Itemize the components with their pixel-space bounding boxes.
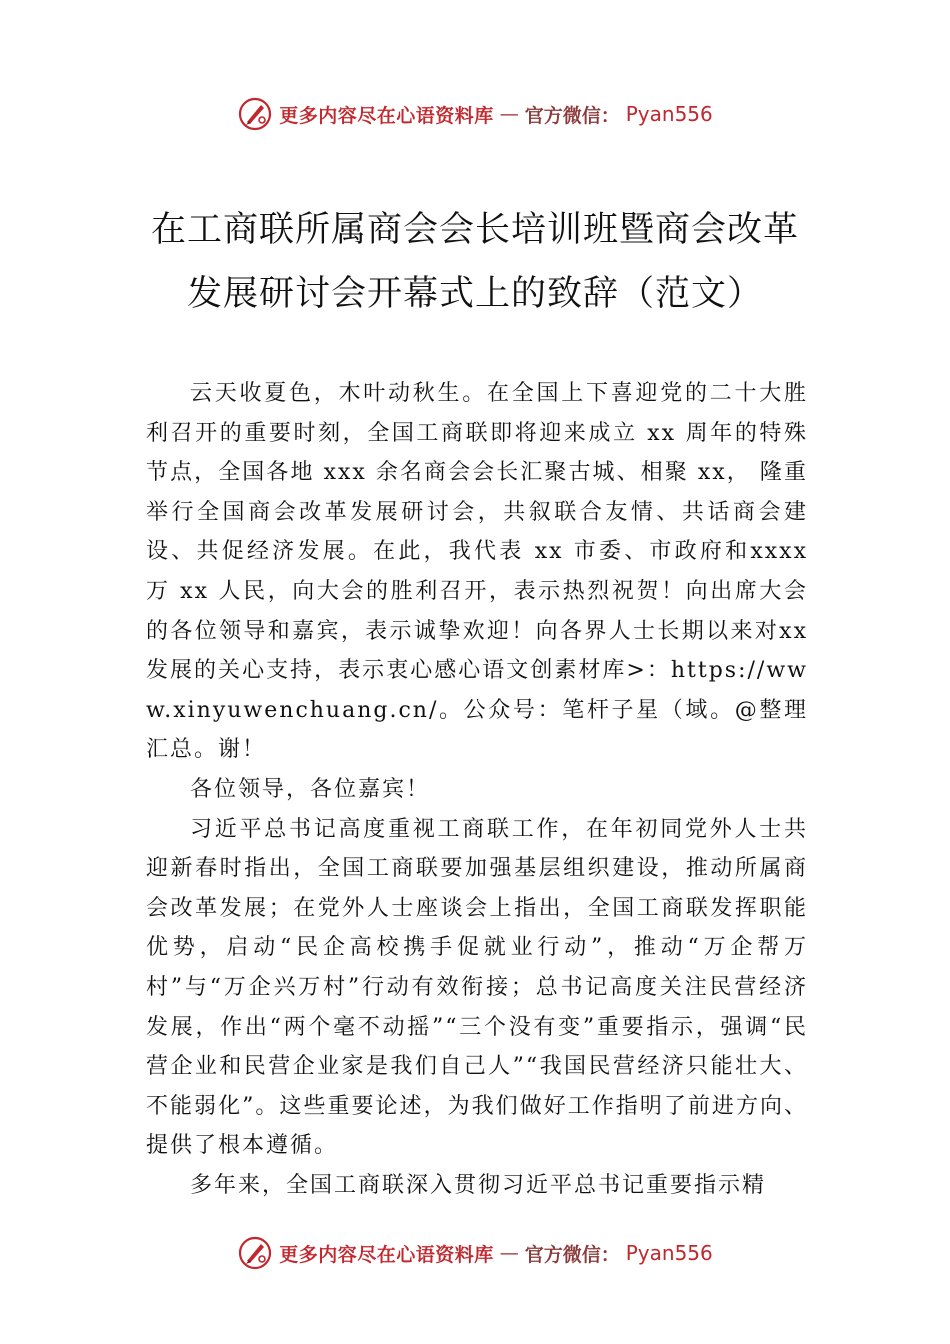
paragraph: 习近平总书记高度重视工商联工作，在年初同党外人士共迎新春时指出，全国工商联要加强基层组织建设，推动所属商会改革发展；在党外人士座谈会上指出，全国工商联发挥职能优势，启动“民企高校携手促就业行动”，推动“万企帮万村”与“万企兴万村”行动有效衔接；总书记高度关注民营经济发展，作出“两个毫不动摇”“三个没有变”重要指示，强调“民营企业和民营企业家是我们自己人”“我国民营经济只能壮大、不能弱化”。这些重要论述，为我们做好工作指明了前进方向、提供了根本遵循。 [146,816,808,1159]
banner-wechat-label: 官方微信： [524,1243,620,1266]
title-line-1: 在工商联所属商会会长培训班暨商会改革 [150,210,799,250]
banner-wechat-id: Pyan556 [625,102,713,126]
banner-site-name: 更多内容尽在心语资料库 [279,1243,494,1266]
paragraph: 各位领导，各位嘉宾！ [190,776,431,802]
footer-banner [0,1233,950,1273]
banner-wechat-id: Pyan556 [625,1241,713,1265]
title-line-2: 发展研讨会开幕式上的致辞（范文） [186,274,763,314]
document-body [146,374,808,1205]
paragraph: 多年来，全国工商联深入贯彻习近平总书记重要指示精 [190,1172,767,1198]
pen-seal-logo-icon [237,1235,273,1271]
banner-dash: — [499,1242,519,1264]
banner-wechat-label: 官方微信： [524,104,620,127]
banner-site-name: 更多内容尽在心语资料库 [279,104,494,127]
pen-seal-logo-icon [237,96,273,132]
paragraph: 云天收夏色，木叶动秋生。在全国上下喜迎党的二十大胜利召开的重要时刻，全国工商联即将迎来成立 xx 周年的特殊节点，全国各地 xxx 余名商会会长汇聚古城、相聚 xx， 隆重举行全国商会改革发展研讨会，共叙联合友情、共话商会建设、共促经济发展。在此，我代表 xx 市委、市政府和xxxx 万 xx 人民，向大会的胜利召开，表示热烈祝贺！向出席大会的各位领导和嘉宾，表示诚挚欢迎！向各界人士长期以来对xx 发展的关心支持，表示衷心感心语文创素材库>：https://www.xinyuwenchuang.cn/。公众号：笔杆子星（域。@整理汇总。谢！ [146,381,808,763]
document-title [0,198,950,326]
header-banner [0,94,950,134]
banner-dash: — [499,103,519,125]
